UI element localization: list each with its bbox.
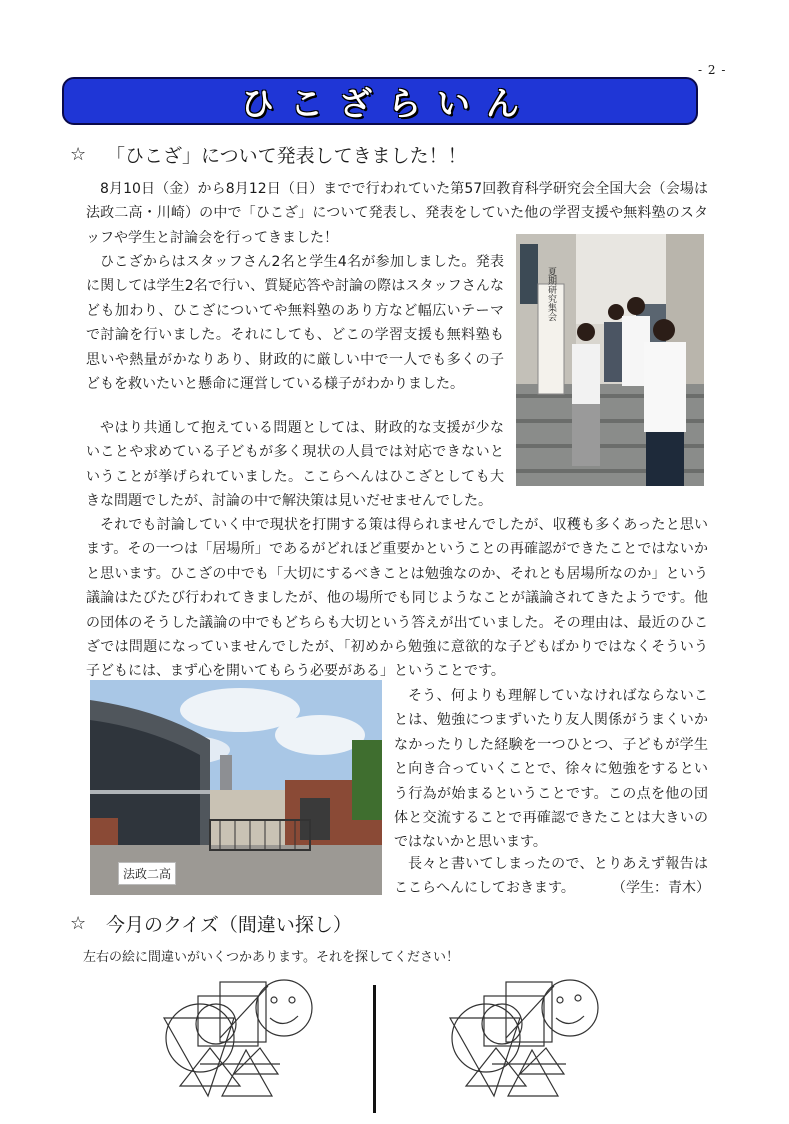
quiz-heading [70,910,352,937]
group-photo [516,234,704,486]
banner-title: ひこざらいん [241,83,535,123]
author-credit: （学生：青木） [612,880,710,896]
article-heading-text: 「ひこざ」について発表してきました！！ [106,145,467,167]
paragraph-1: 8月10日（金）から8月12日（日）までで行われていた第57回教育科学研究会全国大会（会場は法政二高・川崎）の中で「ひこざ」について発表し、発表をしていた他の学習支援や無料塾のスタッフや学生と討論会を行ってきました！ [86,181,708,246]
star-icon: ☆ [70,913,87,934]
paragraph-4: それでも討論していく中で現状を打開する策は得られませんでしたが、収穫も多くあったと思います。その一つは「居場所」であるがどれほど重要かということの再確認ができたことではないかと思います。ひこざの中でも「大切にするべきことは勉強なのか、それとも居場所なのか」という議論はたびたび行われてきましたが、他の場所でも同じようなことが議論されてきたようです。他の団体のそうした議論の中でもどちらも大切という答えが出ていました。その理由は、最近のひこざでは問題になっていませんでしたが、「初めから勉強に意欲的な子どもばかりではなくそういう子どもには、まず心を開いてもらう必要がある」ということです。 [86,517,708,680]
puzzle-divider [373,985,376,1113]
page-number: - 2 - [698,63,727,77]
paragraph-5: そう、何よりも理解していなければならないことは、勉強につまずいたり友人関係がうまくいかなかったりした経験を一つひとつ、子どもが学生と向き合っていくことで、徐々に勉強をするという行為が始まるということです。この点を他の団体と交流することで再確認できたことは大きいのではないかと思います。 [394,688,708,851]
photo-caption: 法政二高 [118,862,176,885]
puzzle-drawing-left [160,978,320,1106]
star-icon: ☆ [70,144,87,165]
quiz-heading-text: 今月のクイズ（間違い探し） [106,914,352,936]
puzzle-drawing-right [446,978,606,1106]
photo-banner-text: 夏期研究集会 [546,267,556,321]
title-banner [62,77,698,125]
paragraph-6: 長々と書いてしまったので、とりあえず報告はここらへんにしておきます。 [394,856,708,897]
quiz-intro: 左右の絵に間違いがいくつかあります。それを探してください！ [83,950,459,965]
article-heading [70,141,467,168]
paragraph-3: やはり共通して抱えている問題としては、財政的な支援が少ないことや求めている子どもが多く現状の人員では対応できないということが挙げられていました。ここらへんはひこざとしても大きな問題でしたが、討論の中で解決策は見いだせませんでした。 [86,420,504,510]
paragraph-2: ひこざからはスタッフさん2名と学生4名が参加しました。発表に関しては学生2名で行い、質疑応答や討論の際はスタッフさんなども加わり、ひこざについてや無料塾のあり方など幅広いテーマで討論を行いました。それにしても、どこの学習支援も無料塾も思いや熱量がかなりあり、財政的に厳しい中で一人でも多くの子どもを救いたいと懸命に運営している様子がわかりました。 [86,254,504,393]
